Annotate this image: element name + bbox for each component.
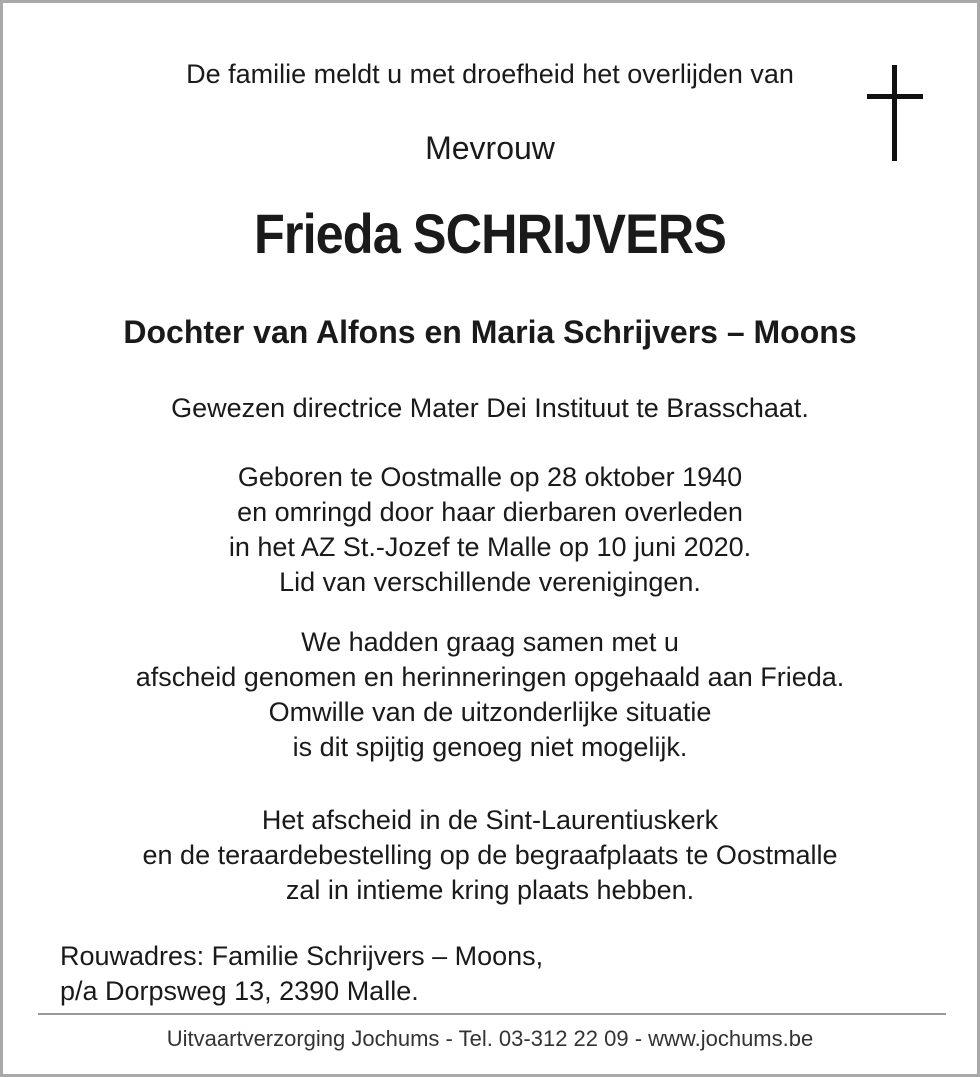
intro-text: De familie meldt u met droefheid het overlijden van (186, 59, 794, 89)
birth-line: Geboren te Oostmalle op 28 oktober 1940 (237, 462, 743, 492)
farewell-line: is dit spijtig genoeg niet mogelijk. (292, 732, 688, 762)
parents-line: Dochter van Alfons en Maria Schrijvers – Moons (123, 314, 857, 350)
farewell-line: We hadden graag samen met u (301, 627, 679, 657)
farewell-line: afscheid genomen en herinneringen opgehaald aan Frieda. (135, 662, 845, 692)
ceremony-line: en de teraardebestelling op de begraafplaats te Oostmalle (142, 840, 838, 870)
birth-line: en omringd door haar dierbaren overleden (237, 497, 743, 527)
address-line: p/a Dorpsweg 13, 2390 Malle. (60, 976, 419, 1006)
ceremony-paragraph (3, 803, 977, 908)
funeral-home-footer: Uitvaartverzorging Jochums - Tel. 03-312 22 09 - www.jochums.be (166, 1026, 814, 1051)
birth-line: in het AZ St.-Jozef te Malle op 10 juni 2020. (228, 532, 752, 562)
birth-line: Lid van verschillende verenigingen. (279, 567, 701, 597)
farewell-line: Omwille van de uitzonderlijke situatie (268, 697, 712, 727)
ceremony-line: Het afscheid in de Sint-Laurentiuskerk (261, 805, 719, 835)
mourning-address (60, 939, 543, 1009)
farewell-paragraph (3, 625, 977, 765)
ceremony-line: zal in intieme kring plaats hebben. (285, 875, 695, 905)
occupation-line: Gewezen directrice Mater Dei Instituut te Brasschaat. (171, 393, 809, 423)
deceased-name: Frieda SCHRIJVERS (253, 202, 727, 265)
footer-divider (38, 1013, 946, 1015)
birth-paragraph (3, 460, 977, 600)
address-line: Rouwadres: Familie Schrijvers – Moons, (60, 941, 544, 971)
cross-horizontal (867, 94, 923, 99)
honorific: Mevrouw (425, 130, 555, 166)
